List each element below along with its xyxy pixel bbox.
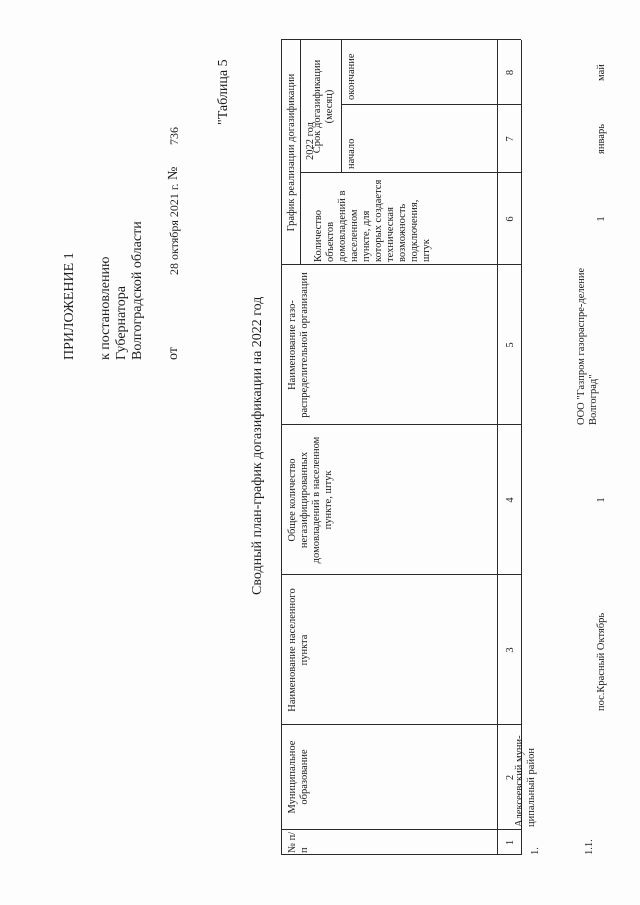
table-header-bottom bbox=[497, 40, 498, 855]
number-sign: № bbox=[166, 166, 181, 180]
row-gas-org: ООО "Газпром газораспре-деление Волгоград" bbox=[576, 267, 599, 425]
column-number: 4 bbox=[505, 497, 516, 503]
header-year: 2022 год bbox=[305, 122, 316, 160]
group-subheader-line bbox=[300, 40, 301, 265]
table-label: "Таблица 5 bbox=[216, 59, 231, 125]
resolution-line-2: Губернатора bbox=[114, 285, 129, 360]
row-settlement: пос.Красный Октябрь bbox=[596, 612, 607, 711]
column-number: 5 bbox=[505, 342, 516, 348]
term-subheader-line bbox=[341, 40, 342, 173]
row-number: 1. bbox=[530, 847, 541, 855]
resolution-date: 28 октября 2021 г. bbox=[167, 183, 181, 275]
row-end-month: май bbox=[596, 64, 607, 81]
header-col-number: № п/п bbox=[287, 831, 310, 853]
column-number: 8 bbox=[505, 69, 516, 76]
header-term: Срок догазификации (месяц) bbox=[312, 59, 335, 154]
row-municipality: Алексеевский муни-ципальный район bbox=[514, 735, 537, 827]
row-number: 1.1. bbox=[584, 839, 595, 855]
row-start-month: январь bbox=[596, 124, 607, 154]
column-number: 2 bbox=[505, 774, 516, 781]
header-col-municipality: Муниципальное образование bbox=[287, 740, 310, 814]
date-prefix: от bbox=[166, 347, 181, 360]
header-group-schedule: График реализации догазификации bbox=[286, 73, 297, 232]
row-objects-count: 1 bbox=[596, 216, 607, 222]
header-col-total-households: Общее количество негазифицированных домовладений в населенном пункте, штук bbox=[287, 436, 334, 564]
table-top-border bbox=[281, 40, 282, 855]
table-left-border bbox=[281, 854, 521, 855]
header-col-objects-count: Количество объектов домовладений в населенном пункте, для которых создается техническая возможность подключения, штук bbox=[313, 179, 432, 262]
resolution-line-1: к постановлению bbox=[98, 256, 113, 360]
header-col-end: окончание bbox=[346, 53, 357, 100]
column-number: 6 bbox=[505, 216, 516, 222]
column-number: 7 bbox=[505, 136, 516, 142]
column-number: 1 bbox=[505, 839, 516, 846]
row-total-households: 1 bbox=[596, 497, 607, 503]
column-number: 3 bbox=[505, 647, 516, 653]
document-title: Сводный план-график догазификации на 2022 год bbox=[250, 296, 265, 595]
header-col-settlement: Наименование населенного пункта bbox=[287, 588, 310, 712]
appendix-heading: ПРИЛОЖЕНИЕ 1 bbox=[62, 252, 77, 360]
resolution-line-3: Волгоградской области bbox=[130, 221, 145, 360]
table-right-border bbox=[281, 39, 521, 40]
resolution-number: 736 bbox=[167, 127, 181, 145]
header-col-gas-org: Наименование газо-распределительной организации bbox=[287, 272, 310, 418]
header-col-start: начало bbox=[346, 138, 357, 169]
